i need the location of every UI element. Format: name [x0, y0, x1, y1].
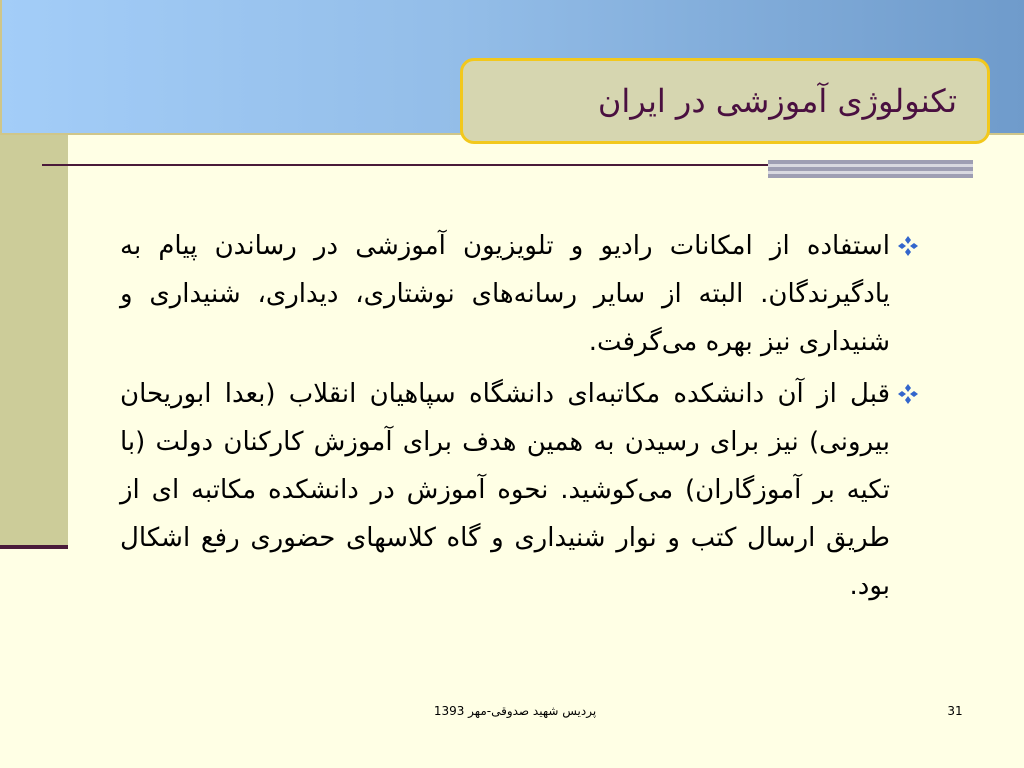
bullet-text: قبل از آن دانشکده مکاتبه‌ای دانشگاه سپاهیان انقلاب (بعدا ابوریحان بیرونی) نیز برای رسیدن به همین هدف برای آموزش کارکنان دولت (با تکیه بر آموزگاران) می‌کوشید. نحوه آموزش در دانشکده مکاتبه ای از طریق ارسال کتب و نوار شنیداری و گاه کلاسهای حضوری رفع اشکال بود. [120, 379, 890, 601]
page-number: 31 [947, 704, 963, 718]
diamond-bullet-icon [896, 382, 920, 406]
left-decor-line [0, 545, 68, 549]
bullet-item [120, 370, 920, 610]
diamond-bullet-icon [896, 234, 920, 258]
title-divider-bars [768, 160, 973, 178]
slide-content [120, 222, 920, 614]
bullet-text: استفاده از امکانات رادیو و تلویزیون آموزشی در رساندن پیام به یادگیرندگان. البته از سایر رسانه‌های نوشتاری، دیداری، شنیداری و شنیداری نیز بهره می‌گرفت. [120, 231, 890, 357]
footer-text: پردیس شهید صدوقی-مهر 1393 [433, 704, 597, 718]
bullet-item [120, 222, 920, 366]
slide-title: تکنولوژی آموزشی در ایران [597, 82, 957, 120]
title-box [460, 58, 990, 144]
left-decor-strip [0, 135, 68, 547]
